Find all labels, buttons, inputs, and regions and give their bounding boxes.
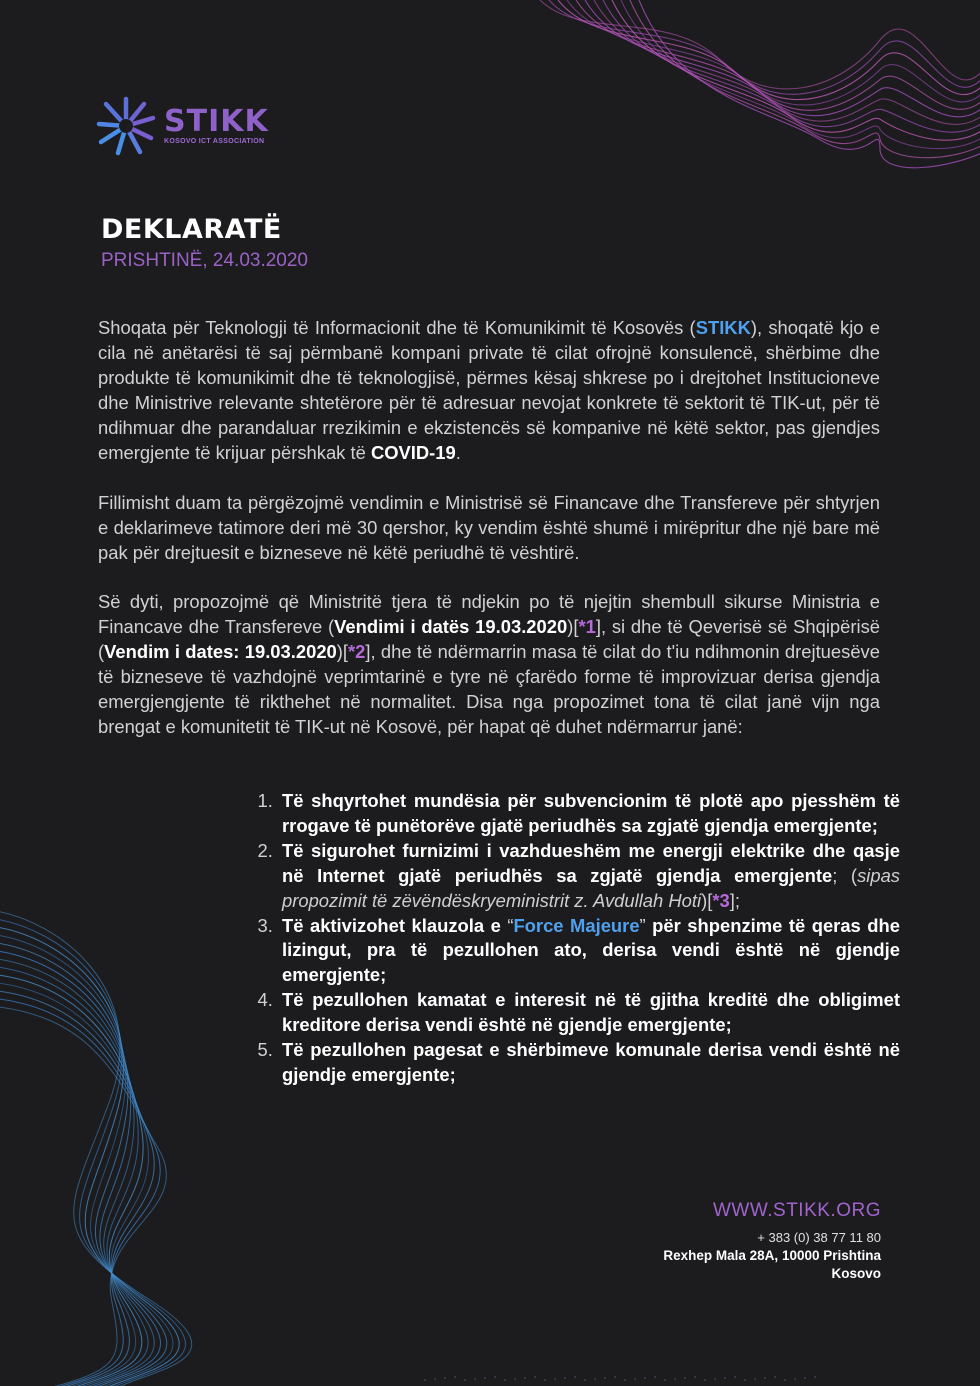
decoration-dot <box>744 1379 746 1381</box>
footnote-ref-1[interactable]: *1 <box>578 615 596 637</box>
wave-line <box>576 0 980 110</box>
decoration-dot <box>634 1378 636 1380</box>
second-paragraph: Së dyti, propozojmë që Ministritë tjera të ndjekin po të njejtin shembull sikurse Ministria e Financave dhe Transfereve (Vendimi i datës 19.03.2020)[*1], si dhe të Qeverisë së Shqipërisë (Vendim i dates: 19.03.2020)[*2], dhe të ndërmarrin masa të cilat do t'iu ndihmonin drejtuesëve të bizneseve të vazhdojnë veprimtarinë e tyre në çfarëdo forme të improvizuar derisa gjendja emergjengjente të rikthehet në normalitet. Disa nga propozimet tona të cilat janë vijn nga brengat e komunitetit të TIK-ut në Kosovë, për hapat që duhet ndërmarrur janë: <box>98 591 880 737</box>
decoration-dot <box>594 1378 596 1380</box>
wave-line <box>0 998 160 1386</box>
decoration-dot <box>784 1379 786 1381</box>
wave-line <box>567 0 980 105</box>
first-paragraph: Fillimisht duam ta përgëzojmë vendimin e Ministrisë së Financave dhe Transfereve për shtyrjen e deklarimeve tatimore deri më 30 qershor, ky vendim është shumë i mirëpritur dhe një bare më pak për drejtuesit e bizneseve në këtë periudhë të vështirë. <box>98 492 880 563</box>
address: Rexhep Mala 28A, 10000 Prishtina <box>663 1248 881 1263</box>
intro-paragraph: Shoqata për Teknologji të Informacionit dhe të Komunikimit të Kosovës (STIKK), shoqatë kjo e cila në anëtarësi të saj përmbanë kompani private të cilat ofrojnë konsulencë, shërbime dhe produkte të komunikimit dhe të teknologjisë, përmes kësaj shkrese po i drejtohet Institucioneve dhe Ministrive relevante shtetërore për të adresuar nevojat konkrete të sektorit të TIK-ut, për të ndihmuar dhe parandaluar rrezikimin e ekzistencës së kompanive në këtë sektor, pas gjendjes emergjente të krijuar përshkak të COVID-19. <box>98 317 880 463</box>
document-title: DEKLARATË <box>101 214 282 245</box>
decoration-dot <box>444 1377 446 1379</box>
wave-line <box>585 0 980 117</box>
footnote-ref-2[interactable]: *2 <box>348 640 366 662</box>
wave-lines-decoration-bottom <box>0 900 200 1386</box>
wave-line <box>0 918 185 1386</box>
wave-line <box>558 0 980 100</box>
list-item: 5. Të pezullohen pagesat e shërbimeve komunale derisa vendi është në gjendje emergjente; <box>278 1038 900 1088</box>
decoration-dot <box>544 1379 546 1381</box>
stikk-logo <box>96 96 269 156</box>
wave-line <box>603 0 980 132</box>
wave-line <box>612 0 980 140</box>
wave-line <box>0 1006 166 1386</box>
dot-row-decoration <box>420 1370 840 1386</box>
wave-line <box>0 926 179 1386</box>
wave-lines-decoration-top <box>520 0 980 200</box>
decoration-dot <box>644 1377 646 1379</box>
decoration-dot <box>464 1379 466 1381</box>
decoration-dot <box>474 1378 476 1380</box>
decoration-dot <box>494 1376 496 1378</box>
phone-number: + 383 (0) 38 77 11 80 <box>757 1230 881 1245</box>
wave-line <box>0 950 161 1386</box>
wave-line <box>540 0 980 89</box>
logo-name: STIKK <box>164 104 269 139</box>
decoration-dot <box>584 1379 586 1381</box>
stikk-highlight: STIKK <box>695 317 751 338</box>
decoration-dot <box>454 1376 456 1378</box>
decoration-dot <box>774 1376 776 1378</box>
decoration-dot <box>534 1376 536 1378</box>
wave-line <box>594 0 980 124</box>
decoration-dot <box>794 1378 796 1380</box>
wave-line <box>0 942 167 1386</box>
decoration-dot <box>754 1378 756 1380</box>
decoration-dot <box>814 1376 816 1378</box>
covid-highlight: COVID-19 <box>370 441 456 463</box>
decoration-dot <box>514 1378 516 1380</box>
list-item: 4. Të pezullohen kamatat e interesit në të gjitha kreditë dhe obligimet kreditore derisa vendi është në gjendje emergjente; <box>278 988 900 1038</box>
decoration-dot <box>484 1377 486 1379</box>
decoration-dot <box>574 1376 576 1378</box>
wave-line <box>0 990 154 1386</box>
decoration-dot <box>804 1377 806 1379</box>
website-link[interactable]: WWW.STIKK.ORG <box>713 1200 881 1221</box>
force-majeure-highlight: Force Majeure <box>513 914 640 936</box>
logo-subtitle: KOSOVO ICT ASSOCIATION <box>164 138 265 145</box>
decoration-dot <box>684 1377 686 1379</box>
wave-line <box>0 982 149 1386</box>
list-item: 2. Të sigurohet furnizimi i vazhdueshëm me energji elektrike dhe qasje në Internet gjatë periudhës sa zgjatë gjendja emergjente; (sipas propozimit të zëvëndëskryeministrit z. Avdullah Hoti)[*3]; <box>278 839 900 914</box>
decoration-dot <box>664 1379 666 1381</box>
wave-line <box>0 974 143 1386</box>
wave-line <box>639 0 980 168</box>
wave-line <box>0 934 173 1386</box>
decoration-dot <box>614 1376 616 1378</box>
decoration-dot <box>604 1377 606 1379</box>
decoration-dot <box>504 1379 506 1381</box>
wave-line <box>549 0 980 94</box>
starburst-logo-icon <box>96 96 156 156</box>
decoration-dot <box>524 1377 526 1379</box>
decoration-dot <box>734 1376 736 1378</box>
list-item: 3. Të aktivizohet klauzola e “Force Majeure” për shpenzime të qeras dhe lizingut, pra të pezullohen ato, derisa vendi është në gjendje emergjente; <box>278 914 900 989</box>
decoration-dot <box>764 1377 766 1379</box>
decoration-dot <box>564 1377 566 1379</box>
decoration-dot <box>674 1378 676 1380</box>
decoration-dot <box>554 1378 556 1380</box>
list-item: 1. Të shqyrtohet mundësia për subvencionim të plotë apo pjesshëm të rrogave të punëtorëve gjatë periudhës sa zgjatë gjendja emergjente; <box>278 789 900 839</box>
wave-line <box>0 958 154 1386</box>
wave-line <box>0 910 192 1386</box>
wave-line <box>0 966 148 1386</box>
proposals-list <box>258 789 900 1088</box>
decoration-dot <box>714 1378 716 1380</box>
decoration-dot <box>724 1377 726 1379</box>
decision-ref-2: Vendim i dates: 19.03.2020 <box>104 640 337 662</box>
country: Kosovo <box>831 1266 881 1281</box>
wave-line <box>621 0 980 149</box>
footnote-ref-3[interactable]: *3 <box>712 889 730 911</box>
decoration-dot <box>694 1376 696 1378</box>
wave-line <box>630 0 980 158</box>
decoration-dot <box>624 1379 626 1381</box>
decoration-dot <box>654 1376 656 1378</box>
dateline: PRISHTINË, 24.03.2020 <box>101 250 308 271</box>
decision-ref-1: Vendimi i datës 19.03.2020 <box>334 615 568 637</box>
decoration-dot <box>434 1378 436 1380</box>
contact-footer <box>663 1200 881 1281</box>
decoration-dot <box>424 1379 426 1381</box>
decoration-dot <box>704 1379 706 1381</box>
